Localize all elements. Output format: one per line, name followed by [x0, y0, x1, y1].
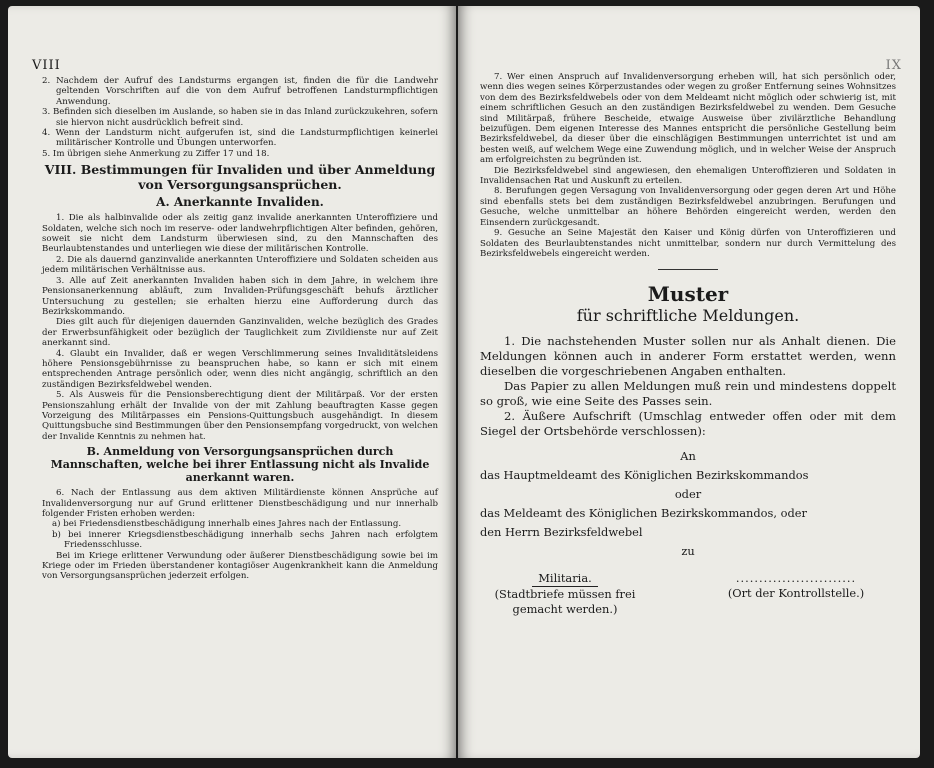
- paragraph: 2. Äußere Aufschrift (Umschlag entweder offen oder mit dem Siegel der Ortsbehörde verschlossen):: [480, 409, 896, 439]
- paragraph: 6. Nach der Entlassung aus dem aktiven Militärdienste können Ansprüche auf Invalidenversorgung nur auf Grund erlittener Dienstbeschädigung und nur innerhalb folgender Fristen erhoben werden:: [42, 488, 438, 519]
- section-viii-heading: VIII. Bestimmungen für Invaliden und über Anmeldung von Versorgungsansprüchen.: [44, 162, 436, 193]
- paragraph: 9. Gesuche an Seine Majestät den Kaiser und König dürfen von Unteroffizieren und Soldaten des Beurlaubtenstandes nicht unmittelbar, sondern nur durch Vermittelung des Bezirksfeldwebels eingereicht werden.: [480, 228, 896, 259]
- militaria-block: [480, 571, 650, 617]
- paragraph: 1. Die als halbinvalide oder als zeitig ganz invalide anerkannten Unteroffiziere und Soldaten, welche sich noch im reserve- oder landwehrpflichtigen Alter befinden, gehören, soweit sie nicht dem Landsturm überwiesen sind, zu den Mannschaften des Beurlaubtenstandes und unterliegen wie diese der militärischen Kontrolle.: [42, 213, 438, 255]
- paragraph: 3. Alle auf Zeit anerkannten Invaliden haben sich in dem Jahre, in welchem ihre Pensionsanerkennung abläuft, zum Invaliden-Prüfungsgeschäft behufs ärztlicher Untersuchung zu gestellen; sie erhalten hierzu eine Aufforderung durch das Bezirkskommando.: [42, 275, 438, 317]
- paragraph: Die Bezirksfeldwebel sind angewiesen, den ehemaligen Unteroffizieren und Soldaten in Invalidensachen Rat und Auskunft zu erteilen.: [480, 165, 896, 187]
- list-item: 5. Im übrigen siehe Anmerkung zu Ziffer 17 und 18.: [42, 148, 270, 159]
- list-item: a) bei Friedensdienstbeschädigung innerhalb eines Jahres nach der Entlassung.: [52, 519, 402, 530]
- paragraph: 7. Wer einen Anspruch auf Invalidenversorgung erheben will, hat sich persönlich oder, wenn dies wegen seines Körperzustandes oder wegen zu großer Entfernung seines Wohnsitzes von dem des Bezirksfeldwebels oder von dem Meldeamt nicht möglich oder schwierig ist, mit einem schriftlichen Gesuch an den zuständigen Bezirksfeldwebel zu wenden. Dem Gesuche sind Militärpaß, frühere Bescheide, etwaige Ausweise über zivilärztliche Behandlung beizufügen. Dem eigenen Interesse des Mannes entspricht die persönliche Gestellung beim Bezirksfeldwebel, da dieser über die einschlägigen Bestimmungen unterrichtet ist und am besten weiß, auf welchem Wege eine Zuwendung möglich, und in welcher Weise der Anspruch am erfolgreichsten zu begründen ist.: [480, 72, 896, 166]
- paragraph: 5. Als Ausweis für die Pensionsberechtigung dient der Militärpaß. Vor der ersten Pensionszahlung erhält der Invalide von der mit Zahlung beauftragten Kasse gegen Vorzeigung des Militärpasses ein Pensions-Quittungsbuch ausgehändigt. In diesem Quittungsbuche sind Bestimmungen über den Pensionsempfang vorgedruckt, von welchen der Invalide Kenntnis zu nehmen hat.: [42, 390, 438, 442]
- page-number: VIII: [32, 58, 61, 73]
- section-b-heading: B. Anmeldung von Versorgungsansprüchen durch Mannschaften, welche bei ihrer Entlassung nicht als Invalide anerkannt waren.: [50, 445, 430, 485]
- paragraph: Bei im Kriege erlittener Verwundung oder äußerer Dienstbeschädigung sowie bei im Kriege oder im Frieden überstandener kontagiöser Augenkrankheit kann die Anmeldung von Versorgungsansprüchen jederzeit erfolgen.: [42, 550, 438, 582]
- muster-heading: Muster: [647, 282, 729, 307]
- address-zu: zu: [681, 544, 695, 559]
- address-an: An: [680, 449, 696, 464]
- kontrollstelle-note: (Ort der Kontrollstelle.): [727, 586, 865, 601]
- section-a-heading: A. Anerkannte Invaliden.: [156, 195, 324, 210]
- militaria-label: Militaria.: [532, 571, 597, 587]
- paragraph: 1. Die nachstehenden Muster sollen nur als Anhalt dienen. Die Meldungen können auch in anderer Form erstattet werden, wenn dieselben die vorgeschriebenen Angaben enthalten.: [480, 334, 896, 379]
- signature-block: [480, 571, 896, 617]
- dotted-line: ..........................: [735, 571, 857, 586]
- address-line: das Hauptmeldeamt des Königlichen Bezirkskommandos: [480, 468, 809, 483]
- list-item: b) bei innerer Kriegsdienstbeschädigung innerhalb sechs Jahren nach erfolgtem Friedensschlusse.: [52, 529, 438, 551]
- address-oder: oder: [674, 487, 702, 502]
- address-line: das Meldeamt des Königlichen Bezirkskommandos, oder: [480, 506, 807, 521]
- list-item: 4. Wenn der Landsturm nicht aufgerufen ist, sind die Landsturmpflichtigen keinerlei militärischer Kontrolle und Übungen unterworfen.: [42, 128, 438, 149]
- paragraph: Das Papier zu allen Meldungen muß rein und mindestens doppelt so groß, wie eine Seite des Passes sein.: [480, 379, 896, 409]
- left-text-column: [42, 76, 438, 582]
- muster-subheading: für schriftliche Meldungen.: [576, 306, 800, 326]
- list-item: 2. Nachdem der Aufruf des Landsturms ergangen ist, finden die für die Landwehr geltenden Vorschriften auf die von dem Aufruf betroffenen Landsturmpflichtigen Anwendung.: [42, 76, 438, 107]
- paragraph: 4. Glaubt ein Invalider, daß er wegen Verschlimmerung seines Invaliditätsleidens höhere Pensionsgebührnisse zu beanspruchen habe, so kann er sich mit einem entsprechenden Antrage persönlich oder, wenn dies nicht angängig, schriftlich an den zuständigen Bezirksfeldwebel wenden.: [42, 348, 438, 390]
- divider: [658, 269, 718, 270]
- paragraph: 8. Berufungen gegen Versagung von Invalidenversorgung oder gegen deren Art und Höhe sind ebenfalls stets bei dem zuständigen Bezirksfeldwebel anzubringen. Berufungen und Gesuche, welche unmittelbar an höhere Behörden eingereicht werden, werden den Einsendern zurückgesandt.: [480, 186, 896, 228]
- left-page: [8, 6, 456, 758]
- address-line: den Herrn Bezirksfeldwebel: [480, 525, 643, 540]
- right-text-column: [480, 72, 896, 617]
- right-page: [458, 6, 920, 758]
- paragraph: 2. Die als dauernd ganzinvalide anerkannten Unteroffiziere und Soldaten scheiden aus jedem militärischen Verhältnisse aus.: [42, 254, 438, 276]
- page-number: IX: [885, 58, 902, 73]
- stadtbriefe-note: (Stadtbriefe müssen frei gemacht werden.): [494, 587, 636, 617]
- list-item: 3. Befinden sich dieselben im Auslande, so haben sie in das Inland zurückzukehren, sofern sie hiervon nicht ausdrücklich befreit sind.: [42, 107, 438, 128]
- kontrollstelle-block: [696, 571, 896, 617]
- paragraph: Dies gilt auch für diejenigen dauernden Ganzinvaliden, welche bezüglich des Grades der Erwerbsunfähigkeit oder bezüglich der Tauglichkeit zum Zivildienste nur auf Zeit anerkannt sind.: [42, 317, 438, 349]
